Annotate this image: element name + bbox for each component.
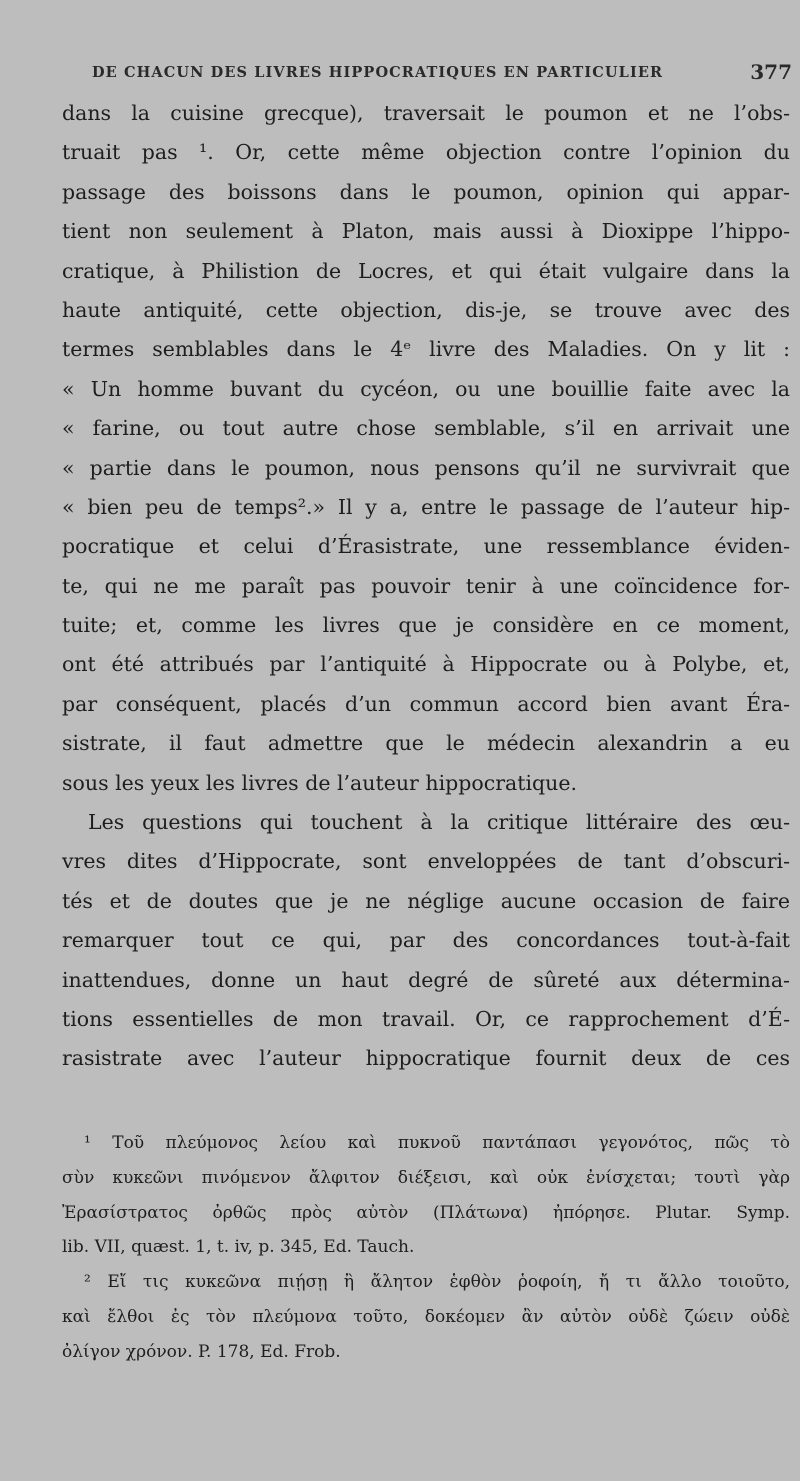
text-line: rasistrate avec l’auteur hippocratique fournit deux de ces xyxy=(62,1046,790,1071)
footnote-line: ὀλίγον χρόνον. P. 178, Ed. Frob. xyxy=(62,1341,341,1362)
text-line: sous les yeux les livres de l’auteur hippocratique. xyxy=(62,770,577,795)
text-line: tuite; et, comme les livres que je considère en ce moment, xyxy=(62,613,790,638)
text-line: tient non seulement à Platon, mais aussi à Dioxippe l’hippo- xyxy=(62,219,790,244)
text-line: pocratique et celui d’Érasistrate, une ressemblance éviden- xyxy=(62,534,790,559)
running-title: DE CHACUN DES LIVRES HIPPOCRATIQUES EN PARTICULIER xyxy=(92,64,664,81)
footnote-line: καὶ ἔλθοι ἐς τὸν πλεύμονα τοῦτο, δοκέομεν ἂν αὐτὸν οὐδὲ ζώειν οὐδὲ xyxy=(62,1306,790,1327)
footnote-line: lib. VII, quæst. 1, t. iv, p. 345, Ed. Tauch. xyxy=(62,1237,415,1258)
footnote-line: Ἐρασίστρατος ὀρθῶς πρὸς αὐτὸν (Πλάτωνα) ἠπόρησε. Plutar. Symp. xyxy=(62,1202,790,1223)
text-line: tions essentielles de mon travail. Or, ce rapprochement d’É- xyxy=(62,1006,790,1031)
text-line: remarquer tout ce qui, par des concordances tout-à-fait xyxy=(62,928,790,953)
footnote-line: ¹ Τοῦ πλεύμονος λείου καὶ πυκνοῦ παντάπασι γεγονότος, πῶς τὸ xyxy=(84,1133,790,1153)
text-line: Les questions qui touchent à la critique littéraire des œu- xyxy=(88,810,790,835)
text-line: par conséquent, placés d’un commun accord bien avant Éra- xyxy=(62,691,790,716)
text-line: dans la cuisine grecque), traversait le poumon et ne l’obs- xyxy=(62,101,790,125)
text-line: « Un homme buvant du cycéon, ou une bouillie faite avec la xyxy=(62,376,790,401)
footnotes xyxy=(62,1126,790,1370)
footnote-line: σὺν κυκεῶνι πινόμενον ἄλφιτον διέξεισι, καὶ οὐκ ἐνίσχεται; τουτὶ γὰρ xyxy=(62,1167,790,1188)
text-line: vres dites d’Hippocrate, sont enveloppées de tant d’obscuri- xyxy=(62,849,790,874)
footnote-line: ² Εἴ τις κυκεῶνα πιῄσῃ ἢ ἄλητον ἑφθὸν ῥοφοίη, ἤ τι ἄλλο τοιοῦτο, xyxy=(84,1272,790,1293)
page-header xyxy=(92,60,792,90)
text-line: « bien peu de temps².» Il y a, entre le passage de l’auteur hip- xyxy=(62,494,790,519)
text-line: cratique, à Philistion de Locres, et qui était vulgaire dans la xyxy=(62,258,790,283)
text-line: passage des boissons dans le poumon, opinion qui appar- xyxy=(62,179,790,204)
text-line: « partie dans le poumon, nous pensons qu’il ne survivrait que xyxy=(62,455,790,480)
text-line: tés et de doutes que je ne néglige aucune occasion de faire xyxy=(62,888,790,913)
text-line: truait pas ¹. Or, cette même objection contre l’opinion du xyxy=(62,140,790,165)
page-number: 377 xyxy=(750,60,792,84)
text-line: haute antiquité, cette objection, dis-je, se trouve avec des xyxy=(62,297,790,322)
body-text xyxy=(62,94,790,1079)
text-line: inattendues, donne un haut degré de sûreté aux détermina- xyxy=(62,967,790,992)
text-line: termes semblables dans le 4ᵉ livre des Maladies. On y lit : xyxy=(62,337,790,362)
text-line: sistrate, il faut admettre que le médecin alexandrin a eu xyxy=(62,731,790,756)
text-line: « farine, ou tout autre chose semblable, s’il en arrivait une xyxy=(62,416,790,441)
text-line: ont été attribués par l’antiquité à Hippocrate ou à Polybe, et, xyxy=(62,652,790,677)
text-line: te, qui ne me paraît pas pouvoir tenir à une coïncidence for- xyxy=(62,573,790,598)
